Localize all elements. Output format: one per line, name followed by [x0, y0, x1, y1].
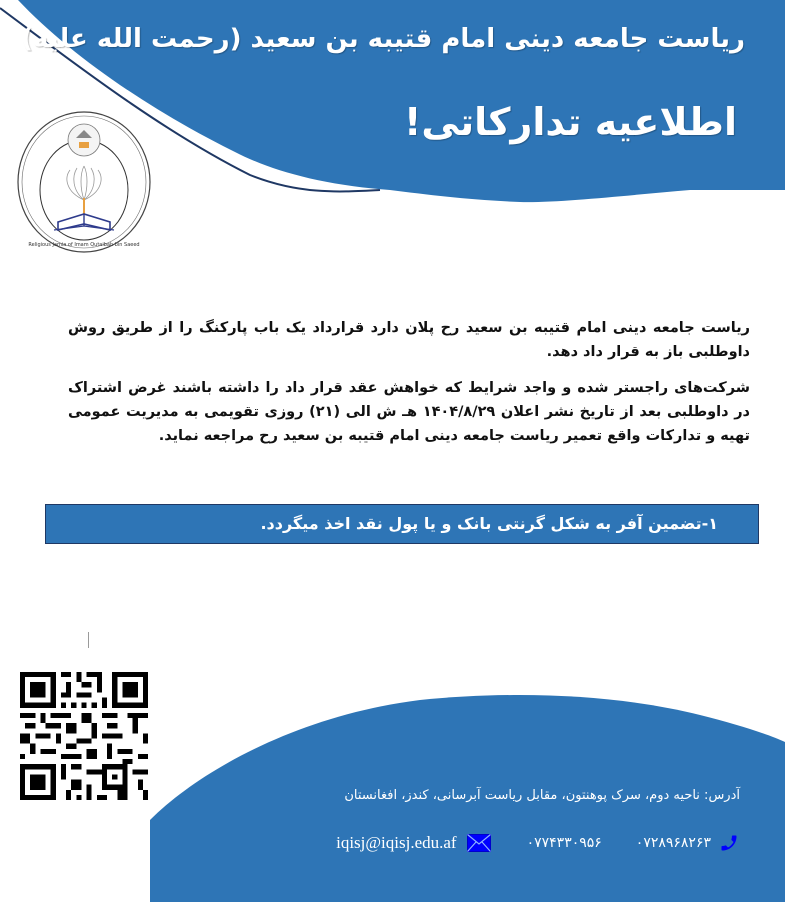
institution-title: ریاست جامعه دینی امام قتیبه بن سعید (رحمت الله علیه) — [21, 24, 745, 54]
institution-seal-logo — [14, 110, 154, 255]
condition-text: ۱-تضمین آفر به شکل گرنتی بانک و یا پول نقد اخذ میگردد. — [260, 514, 718, 533]
email-link[interactable]: iqisj@iqisj.edu.af — [336, 833, 457, 852]
svg-text:Religious Jamia of Imam Qutaib: Religious Jamia of Imam Qutaibah bin Saeed — [28, 242, 140, 248]
condition-banner — [45, 504, 759, 544]
notice-heading: اطلاعیه تدارکاتی! — [404, 100, 737, 144]
paragraph-intro: ریاست جامعه دینی امام قتیبه بن سعید رح پلان دارد قرارداد یک باب پارکنگ را از طریق روش داوطلبی باز به قرار داد دهد. — [68, 320, 750, 360]
contact-row — [336, 832, 739, 854]
paragraph-eligibility: شرکت‌های راجستر شده و واجد شرایط که خواهش عقد قرار داد را داشته باشند غرض اشتراک در داوطلبی بعد از تاریخ نشر اعلان ۱۴۰۴/۸/۲۹ هـ ش الی (۲۱) روزی تقویمی به مدیریت عمومی تهیه و تدارکات واقع تعمیر ریاست جامعه دینی امام قتیبه بن سعید رح مراجعه نماید. — [68, 380, 750, 444]
footer-address: آدرس: ناحیه دوم، سرک پوهنتون، مقابل ریاست آبرسانی، کندز، افغانستان — [344, 788, 740, 803]
page-marker — [88, 632, 89, 648]
envelope-icon — [467, 834, 491, 852]
qr-code[interactable] — [20, 672, 148, 800]
phone-number-2[interactable]: ۰۷۷۴۳۳۰۹۵۶ — [526, 835, 602, 851]
phone-number-1[interactable]: ۰۷۲۸۹۶۸۲۶۳ — [635, 835, 711, 851]
phone-icon — [719, 833, 739, 853]
